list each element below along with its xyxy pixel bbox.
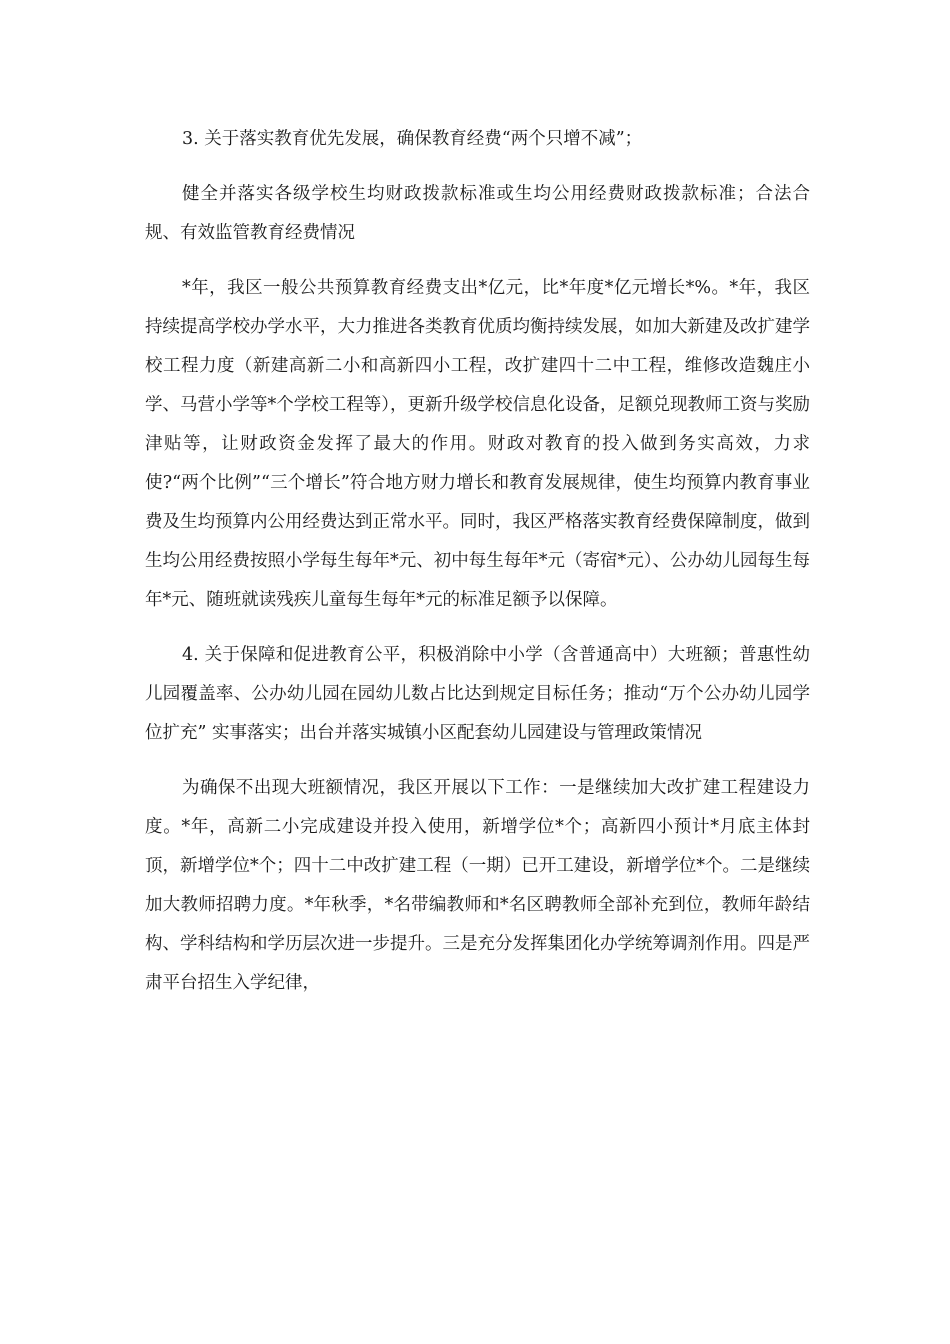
- section-3-body: *年，我区一般公共预算教育经费支出*亿元，比*年度*亿元增长*%。*年，我区持续提高学校办学水平，大力推进各类教育优质均衡持续发展，如加大新建及改扩建学校工程力度（新建高新二小和高新四小工程，改扩建四十二中工程，维修改造魏庄小学、马营小学等*个学校工程等），更新升级学校信息化设备，足额兑现教师工资与奖励津贴等，让财政资金发挥了最大的作用。财政对教育的投入做到务实高效，力求使?“两个比例”“三个增长”符合地方财力增长和教育发展规律，使生均预算内教育事业费及生均预算内公用经费达到正常水平。同时，我区严格落实教育经费保障制度，做到生均公用经费按照小学每生每年*元、初中每生每年*元（寄宿*元）、公办幼儿园每生每年*元、随班就读残疾儿童每生每年*元的标准足额予以保障。: [145, 278, 810, 610]
- section-4-heading: 4. 关于保障和促进教育公平，积极消除中小学（含普通高中）大班额；普惠性幼儿园覆盖率、公办幼儿园在园幼儿数占比达到规定目标任务；推动“万个公办幼儿园学位扩充” 实事落实；出台并落实城镇小区配套幼儿园建设与管理政策情况: [145, 645, 810, 743]
- document-page: [145, 120, 810, 1019]
- section-3-heading: 3. 关于落实教育优先发展，确保教育经费“两个只增不减”；: [182, 129, 643, 149]
- section-4-body: 为确保不出现大班额情况，我区开展以下工作：一是继续加大改扩建工程建设力度。*年，高新二小完成建设并投入使用，新增学位*个；高新四小预计*月底主体封顶，新增学位*个；四十二中改扩建工程（一期）已开工建设，新增学位*个。二是继续加大教师招聘力度。*年秋季，*名带编教师和*名区聘教师全部补充到位，教师年龄结构、学科结构和学历层次进一步提升。三是充分发挥集团化办学统筹调剂作用。四是严肃平台招生入学纪律，: [145, 778, 810, 993]
- section-3-subheading: 健全并落实各级学校生均财政拨款标准或生均公用经费财政拨款标准；合法合规、有效监管教育经费情况: [145, 184, 810, 243]
